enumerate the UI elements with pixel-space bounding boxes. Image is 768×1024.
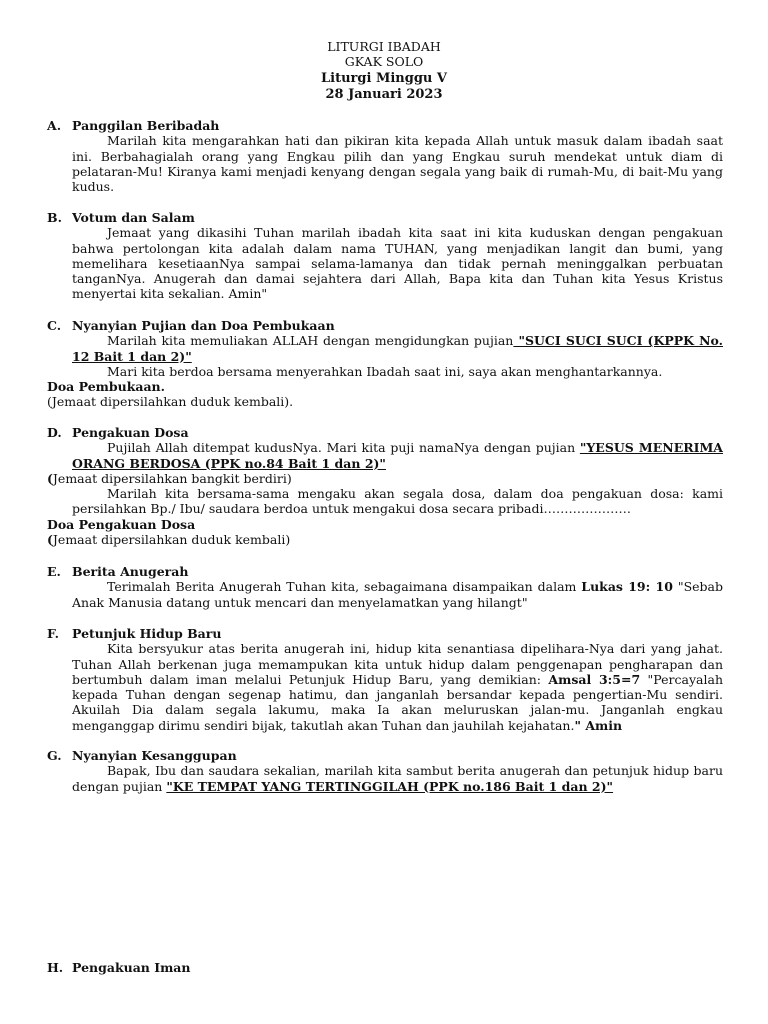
section-f-paragraph: [72, 641, 723, 733]
section-a-body: [72, 133, 723, 194]
section-c-paragraph-1: [72, 333, 723, 364]
section-a-label: A.: [47, 118, 62, 133]
section-a-title: Panggilan Beribadah: [72, 118, 220, 133]
section-g-song-title: "KE TEMPAT YANG TERTINGGILAH (PPK no.186 Bait 1 dan 2)": [166, 778, 614, 794]
section-c-song-title: "SUCI SUCI SUCI (KPPK No. 12 Bait 1 dan 2)": [72, 333, 724, 364]
section-e-text: Terimalah Berita Anugerah Tuhan kita, sebagaimana disampaikan dalam: [107, 579, 582, 595]
doc-title-line-2: GKAK SOLO: [344, 54, 424, 69]
section-d-note-1-text: Jemaat dipersilahkan bangkit berdiri): [52, 471, 292, 486]
section-g-paragraph: [72, 763, 723, 794]
section-c-note: (Jemaat dipersilahkan duduk kembali).: [47, 394, 294, 410]
section-h-label: H.: [47, 960, 64, 975]
section-g-title: Nyanyian Kesanggupan: [72, 748, 237, 763]
section-d-label: D.: [47, 425, 62, 440]
section-g-text: Bapak, Ibu dan saudara sekalian, marilah kita sambut berita anugerah dan petunjuk hidup baru dengan pujian: [72, 763, 723, 794]
section-d-paragraph-2: Marilah kita bersama-sama mengaku akan segala dosa, dalam doa pengakuan dosa: kami persilahkan Bp./ Ibu/ saudara berdoa untuk mengakui dosa secara pribadi…………………: [72, 486, 723, 517]
section-c-title: Nyanyian Pujian dan Doa Pembukaan: [72, 318, 335, 333]
section-d-text: Pujilah Allah ditempat kudusNya. Mari kita puji namaNya dengan pujian: [107, 440, 580, 456]
section-d-confession: [47, 486, 723, 547]
section-d-note-1-paren: (: [47, 471, 53, 486]
section-f-bible-reference: Amsal 3:5=7: [548, 671, 641, 687]
section-d-note-2-text: Jemaat dipersilahkan duduk kembali): [52, 531, 291, 547]
section-d-note-2-paren: (: [47, 531, 53, 547]
section-c-subheading: Doa Pembukaan.: [47, 379, 165, 394]
section-c-text: Marilah kita memuliakan ALLAH dengan mengidungkan pujian: [107, 333, 514, 349]
section-e-quote: "Sebab Anak Manusia datang untuk mencari dan menyelamatkan yang hilangt": [72, 579, 723, 610]
section-d-body: [72, 440, 723, 471]
section-b-body: [72, 225, 723, 301]
section-d-body-2: [72, 486, 723, 517]
section-d-note-1: [47, 471, 723, 486]
section-g-body: [72, 763, 723, 794]
section-f-body: [72, 641, 723, 733]
doc-title-line-1: LITURGI IBADAH: [327, 39, 441, 54]
section-b-label: B.: [47, 210, 62, 225]
doc-date: 28 Januari 2023: [325, 87, 443, 102]
section-g-label: G.: [47, 748, 62, 763]
section-d-song-title: "YESUS MENERIMA ORANG BERDOSA (PPK no.84 Bait 1 dan 2)": [72, 440, 723, 471]
section-d-subheading: Doa Pengakuan Dosa: [47, 516, 196, 532]
section-h-title: Pengakuan Iman: [72, 960, 191, 975]
section-f-text: Kita bersyukur atas berita anugerah ini, hidup kita senantiasa dipelihara-Nya dari yang jahat. Tuhan Allah berkenan juga memampukan kita untuk hidup dalam penggenapan pengharapan dan bertumbuh dalam iman melalui Petunjuk Hidup Baru, yang demikian:: [72, 641, 723, 687]
section-e-label: E.: [47, 564, 61, 579]
section-f-label: F.: [47, 626, 59, 641]
section-f-amen: " Amin: [574, 717, 623, 733]
doc-subtitle: Liturgi Minggu V: [321, 71, 447, 86]
section-e-paragraph: [72, 579, 723, 610]
section-d-title: Pengakuan Dosa: [72, 425, 189, 440]
section-c-body: [72, 333, 723, 379]
section-b-paragraph: Jemaat yang dikasihi Tuhan marilah ibadah kita saat ini kita kuduskan dengan pengakuan bahwa pertolongan kita adalah dalam nama TUHAN, yang menjadikan langit dan bumi, yang memelihara kesetiaanNya sampai selama-lamanya dan tidak pernah meninggalkan perbuatan tanganNya. Anugerah dan damai sejahtera dari Allah, Bapa kita dan Tuhan kita Yesus Kristus menyertai kita sekalian. Amin": [72, 225, 723, 302]
section-a-paragraph: Marilah kita mengarahkan hati dan pikiran kita kepada Allah untuk masuk dalam ibadah saat ini. Berbahagialah orang yang Engkau pilih dan yang Engkau suruh mendekat untuk diam di pelataran-Mu! Kiranya kami menjadi kenyang dengan segala yang baik di rumah-Mu, di bait-Mu yang kudus.: [72, 133, 723, 195]
section-e-title: Berita Anugerah: [72, 564, 189, 579]
section-d-paragraph-1: [72, 440, 723, 471]
section-e-body: [72, 579, 723, 610]
section-c-prayer: [47, 379, 723, 410]
section-c-label: C.: [47, 318, 62, 333]
section-c-paragraph-2: Mari kita berdoa bersama menyerahkan Ibadah saat ini, saya akan menghantarkannya.: [107, 363, 663, 379]
section-e-bible-reference: Lukas 19: 10: [581, 579, 673, 595]
section-b-title: Votum dan Salam: [72, 210, 195, 225]
section-f-title: Petunjuk Hidup Baru: [72, 626, 222, 641]
section-d-standing-note: [47, 471, 723, 486]
section-d-seated-note: [47, 532, 723, 547]
section-f-quote: "Percayalah kepada Tuhan dengan segenap hatimu, dan janganlah bersandar kepada pengertian-Mu sendiri. Akuilah Dia dalam segala lakumu, maka Ia akan meluruskan jalan-mu. Janganlah engkau menganggap dirimu sendiri bijak, takutlah akan Tuhan dan jauhilah kejahatan.: [72, 671, 723, 733]
